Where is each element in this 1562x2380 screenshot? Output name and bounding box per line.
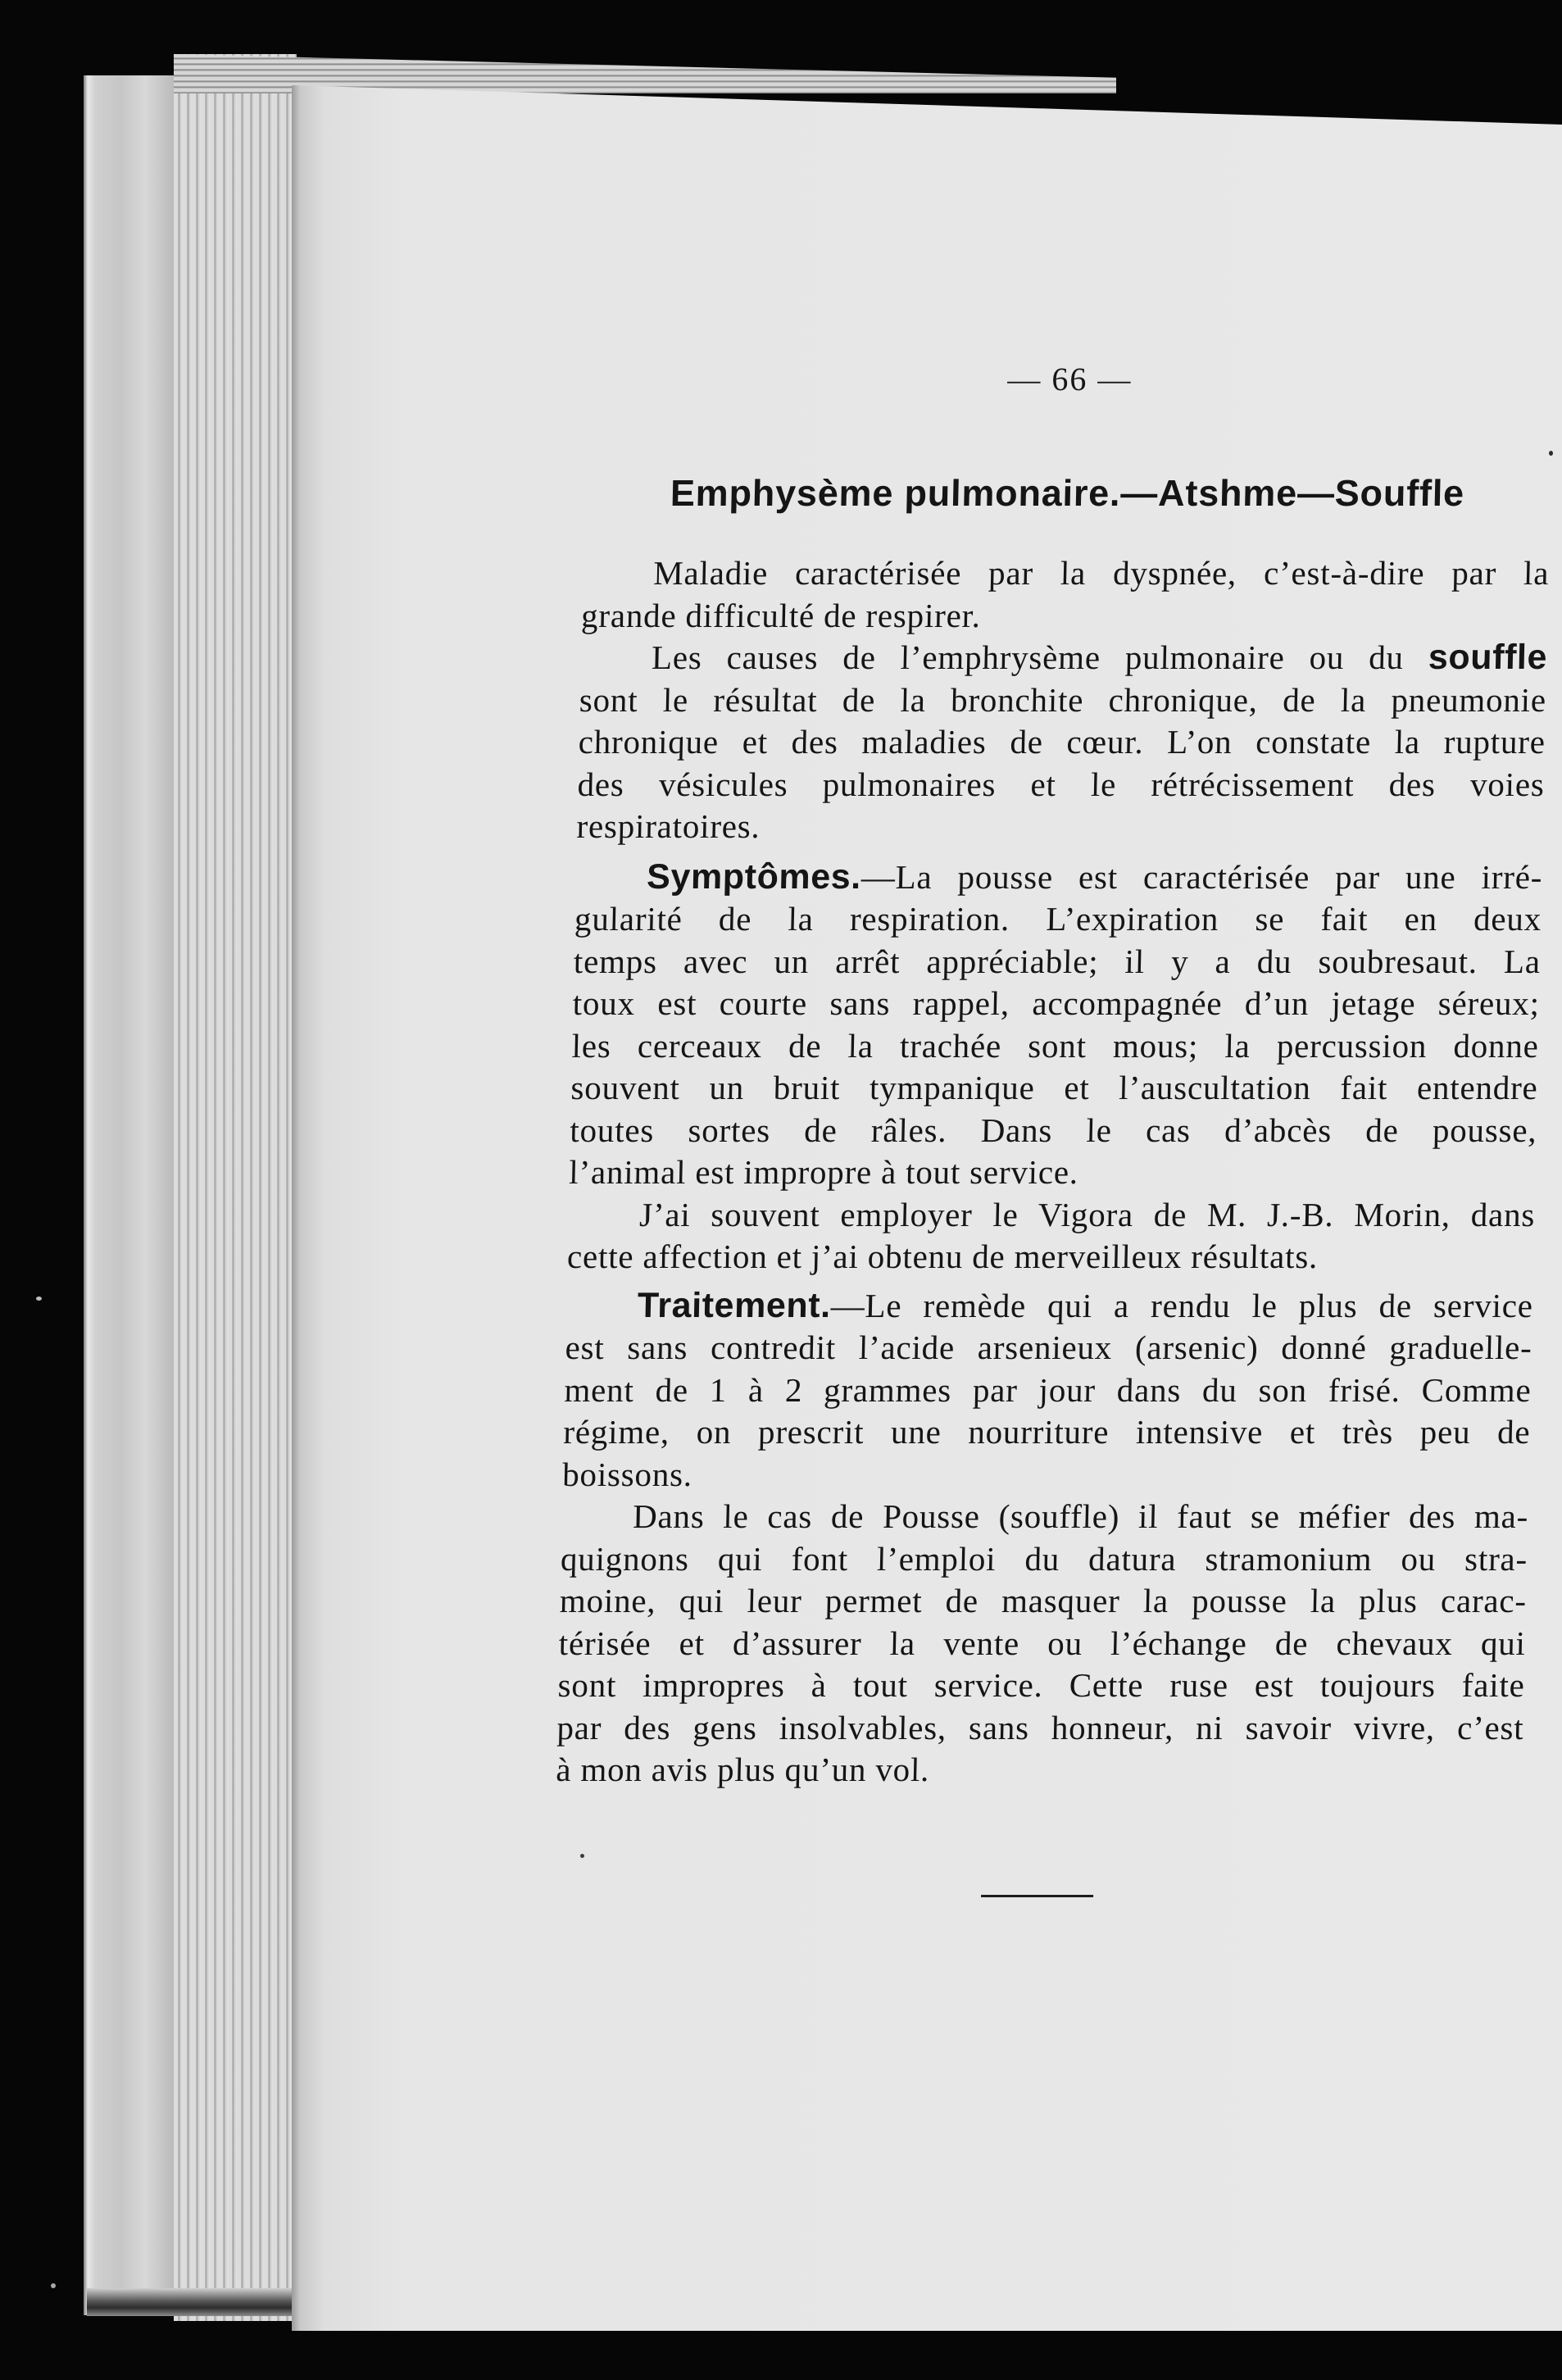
paragraph — [562, 1285, 1534, 1497]
text-line: térisée et d’assurer la vente ou l’échange de chevaux qui — [558, 1624, 1527, 1662]
text-line: chronique et des maladies de cœur. L’on constate la rupture — [578, 723, 1546, 761]
book-block-edge — [84, 75, 175, 2315]
text-line — [579, 637, 1547, 679]
stacked-page-edges — [174, 54, 297, 2321]
text-line: quignons qui font l’emploi du datura stramonium ou stra- — [560, 1539, 1528, 1578]
paragraph — [569, 856, 1543, 1194]
text-line: Maladie caractérisée par la dyspnée, c’est-à-dire par la — [652, 554, 1550, 592]
text-line: ment de 1 à 2 grammes par jour dans du son frisé. Comme — [564, 1370, 1532, 1409]
page-text — [553, 359, 1554, 1897]
text-line: cette affection et j’ai obtenu de merveilleux résultats. — [566, 1238, 1319, 1275]
paragraph — [556, 1496, 1529, 1792]
text-line: toutes sortes de râles. Dans le cas d’abcès de pousse, — [569, 1111, 1537, 1149]
text-line: par des gens insolvables, sans honneur, ni savoir vivre, c’est — [556, 1708, 1525, 1746]
text-line — [575, 856, 1543, 899]
run-in-heading: Symptômes. — [646, 856, 862, 897]
text-line: moine, qui leur permet de masquer la pousse la plus carac- — [559, 1582, 1528, 1619]
body-text — [556, 552, 1550, 1792]
text-line: des vésicules pulmonaires et le rétrécissement des voies — [577, 765, 1546, 803]
run-in-heading: Traitement. — [637, 1285, 832, 1325]
text-line: grande difficulté de respirer. — [580, 596, 982, 634]
scan-speck — [36, 1297, 42, 1301]
text-line: sont le résultat de la bronchite chronique, de la pneumonie — [579, 680, 1547, 719]
text-line: toux est courte sans rappel, accompagnée d’un jetage séreux; — [572, 984, 1541, 1022]
text-line: est sans contredit l’acide arsenieux (arsenic) donné graduelle- — [565, 1329, 1533, 1366]
text-line: respiratoires. — [576, 807, 761, 845]
line-text: Les causes de l’emphrysème pulmonaire ou du — [651, 638, 1405, 676]
section-heading: Emphysème pulmonaire.—Atshme—Souffle — [670, 472, 1465, 514]
text-line: Dans le cas de Pousse (souffle) il faut se méfier des ma- — [632, 1497, 1529, 1535]
text-line: régime, on prescrit une nourriture intensive et très peu de — [562, 1413, 1531, 1451]
text-line: sont impropres à tout service. Cette ruse est toujours faite — [557, 1666, 1526, 1704]
page-number: — 66 — — [1006, 361, 1133, 397]
text-line: les cerceaux de la trachée sont mous; la percussion donne — [571, 1026, 1540, 1065]
text-line: à mon avis plus qu’un vol. — [555, 1751, 930, 1788]
text-line: boissons. — [561, 1455, 693, 1493]
paragraph — [567, 1194, 1536, 1279]
text-line — [565, 1285, 1533, 1328]
text-line: gularité de la respiration. L’expiration se fait en deux — [574, 900, 1542, 938]
scan-speck — [51, 2283, 56, 2288]
text-line: souvent un bruit tympanique et l’auscultation fait entendre — [570, 1069, 1539, 1106]
line-text: —Le remède qui a rendu le plus de service — [830, 1286, 1534, 1324]
text-line: l’animal est impropre à tout service. — [568, 1153, 1079, 1191]
bottom-page-edges — [87, 2288, 297, 2316]
line-text: —La pousse est caractérisée par une irré- — [860, 857, 1543, 896]
paragraph — [576, 637, 1548, 848]
paragraph — [581, 552, 1550, 637]
bold-term: souffle — [1428, 638, 1548, 677]
text-line: temps avec un arrêt appréciable; il y a du soubresaut. La — [573, 942, 1542, 980]
text-line: J’ai souvent employer le Vigora de M. J.-B. Morin, dans — [638, 1195, 1536, 1233]
end-rule — [981, 1895, 1093, 1897]
